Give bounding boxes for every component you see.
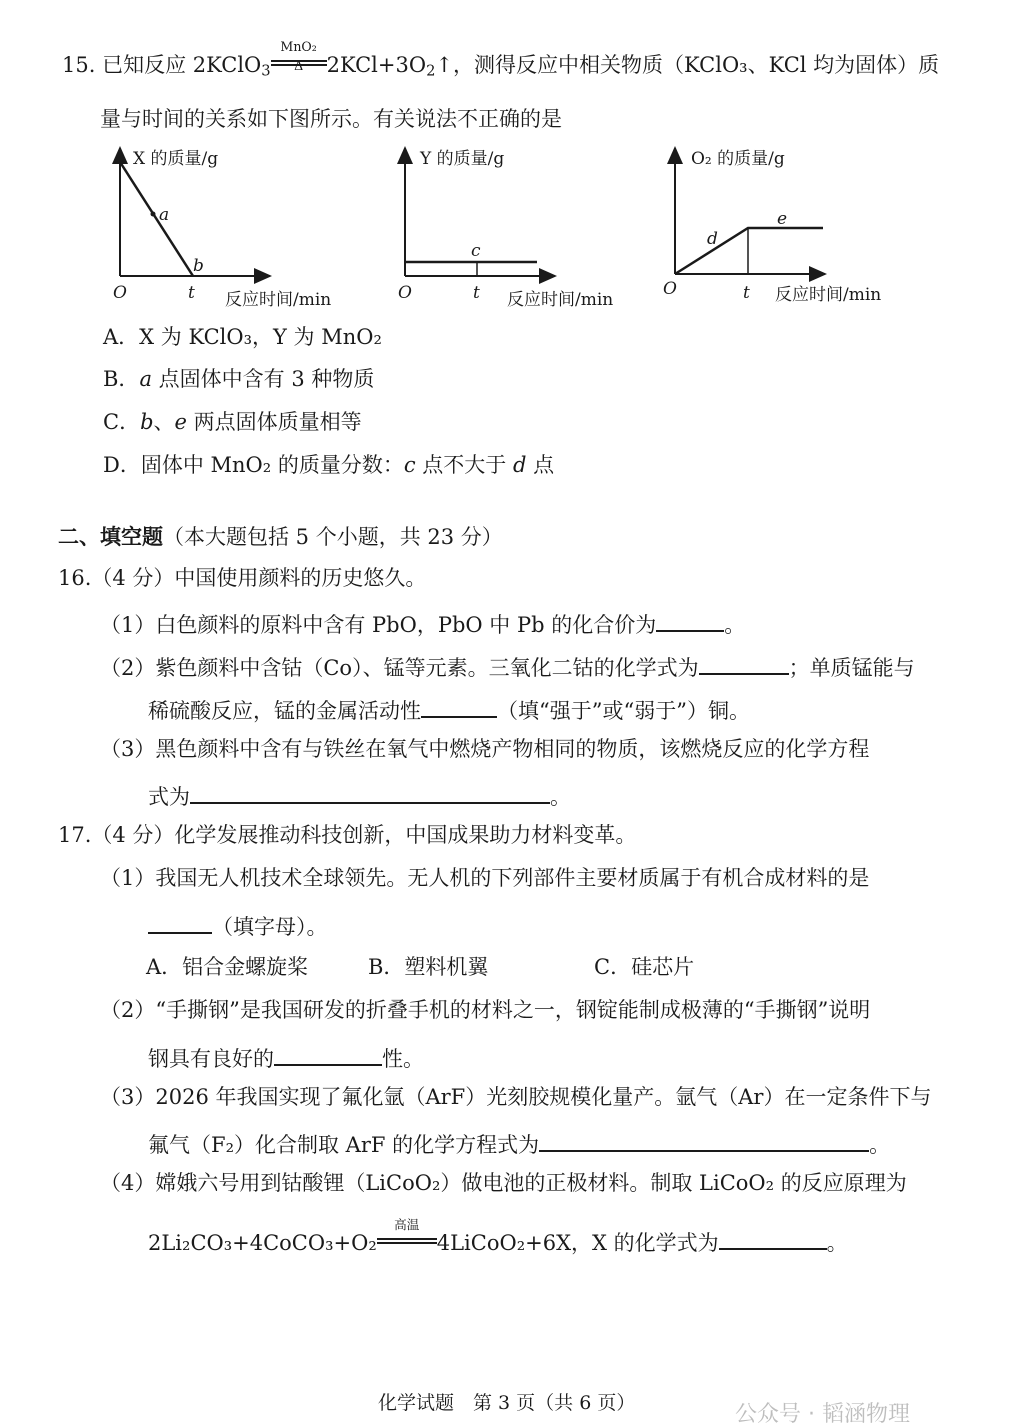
g2-xlabel: 反应时间/min bbox=[507, 290, 614, 310]
answer-blank[interactable] bbox=[148, 910, 212, 934]
answer-blank[interactable] bbox=[656, 608, 724, 632]
point-d-label: d bbox=[707, 229, 718, 249]
svg-text:t: t bbox=[743, 283, 750, 303]
q17-part3-cont: 氟气（F₂）化合制取 ArF 的化学方程式为 。 bbox=[148, 1128, 890, 1158]
point-b-label: b bbox=[193, 256, 204, 276]
g2-ylabel: Y 的质量/g bbox=[420, 149, 505, 169]
q15-option-c: C．b、e 两点固体质量相等 bbox=[103, 410, 362, 434]
g3-ylabel: O₂ 的质量/g bbox=[691, 149, 785, 169]
point-c-label: c bbox=[471, 241, 481, 261]
graph-o2-mass bbox=[663, 148, 881, 305]
q16-part3-cont: 式为 。 bbox=[148, 780, 571, 810]
g1-xlabel: 反应时间/min bbox=[225, 290, 332, 310]
q17-part4: （4）嫦娥六号用到钴酸锂（LiCoO₂）做电池的正极材料。制取 LiCoO₂ 的反应原理为 bbox=[100, 1171, 907, 1195]
q17-option-c: C．硅芯片 bbox=[594, 955, 695, 979]
q17-part2: （2）“手撕钢”是我国研发的折叠手机的材料之一，钢锭能制成极薄的“手撕钢”说明 bbox=[100, 998, 871, 1022]
page-footer: 化学试题 第 3 页（共 6 页） bbox=[378, 1392, 636, 1414]
q15-option-d: D．固体中 MnO₂ 的质量分数：c 点不大于 d 点 bbox=[103, 453, 555, 477]
q16-part1: （1）白色颜料的原料中含有 PbO，PbO 中 Pb 的化合价为 。 bbox=[100, 608, 745, 638]
q16-part3: （3）黑色颜料中含有与铁丝在氧气中燃烧产物相同的物质，该燃烧反应的化学方程 bbox=[100, 737, 870, 761]
reaction-condition: MnO₂ Δ bbox=[271, 53, 327, 78]
q17-part1-cont: （填字母）。 bbox=[148, 910, 328, 940]
q15-line1: 15. 已知反应 2KClO$_3$ MnO₂ Δ $2KCl+3O_2↑$，测得反应中相关物质（KClO₃、KCl 均为固体）质 bbox=[62, 39, 940, 80]
q17-option-b: B．塑料机翼 bbox=[368, 955, 489, 979]
answer-blank[interactable] bbox=[699, 651, 789, 675]
q17-part4-cont: 2Li₂CO₃+4CoCO₃+O₂ 高温 4LiCoO₂+6X，X 的化学式为 。 bbox=[148, 1217, 848, 1256]
q17-part1: （1）我国无人机技术全球领先。无人机的下列部件主要材质属于有机合成材料的是 bbox=[100, 866, 870, 890]
q15-line2: 量与时间的关系如下图所示。有关说法不正确的是 bbox=[100, 107, 562, 131]
reaction-condition: 高温 bbox=[377, 1231, 437, 1256]
q17-head: 17.（4 分）化学发展推动科技创新，中国成果助力材料变革。 bbox=[58, 823, 637, 847]
answer-blank[interactable] bbox=[421, 694, 497, 718]
q16-part2: （2）紫色颜料中含钴（Co）、锰等元素。三氧化二钴的化学式为 ；单质锰能与 bbox=[100, 651, 915, 681]
q17-part3: （3）2026 年我国实现了氟化氩（ArF）光刻胶规模化量产。氩气（Ar）在一定条件下与 bbox=[100, 1085, 932, 1109]
answer-blank[interactable] bbox=[719, 1226, 827, 1250]
graph-y-mass bbox=[398, 148, 613, 310]
graph-x-mass bbox=[113, 148, 331, 310]
g1-ylabel: X 的质量/g bbox=[133, 149, 219, 169]
q15-number: 15. bbox=[62, 53, 96, 77]
svg-text:O: O bbox=[113, 283, 127, 303]
section-2-heading: 二、填空题（本大题包括 5 个小题，共 23 分） bbox=[58, 524, 503, 549]
q15-option-b: B．a 点固体中含有 3 种物质 bbox=[103, 367, 375, 391]
answer-blank[interactable] bbox=[539, 1128, 869, 1152]
svg-text:O: O bbox=[398, 283, 412, 303]
q17-part2-cont: 钢具有良好的 性。 bbox=[148, 1042, 424, 1072]
svg-text:t: t bbox=[188, 283, 195, 303]
q15-graphs bbox=[95, 140, 955, 320]
svg-text:O: O bbox=[663, 279, 677, 299]
answer-blank[interactable] bbox=[190, 780, 550, 804]
point-a-label: a bbox=[159, 205, 170, 225]
point-e-label: e bbox=[777, 209, 788, 229]
q16-head: 16.（4 分）中国使用颜料的历史悠久。 bbox=[58, 566, 427, 590]
svg-text:t: t bbox=[473, 283, 480, 303]
q15-option-a: A．X 为 KClO₃，Y 为 MnO₂ bbox=[103, 325, 382, 349]
q17-option-a: A．铝合金螺旋桨 bbox=[146, 955, 309, 979]
answer-blank[interactable] bbox=[274, 1042, 382, 1066]
watermark: 公众号 · 韬涵物理 bbox=[735, 1402, 910, 1427]
g3-xlabel: 反应时间/min bbox=[775, 285, 882, 305]
q16-part2-cont: 稀硫酸反应，锰的金属活动性 （填“强于”或“弱于”）铜。 bbox=[148, 694, 750, 724]
